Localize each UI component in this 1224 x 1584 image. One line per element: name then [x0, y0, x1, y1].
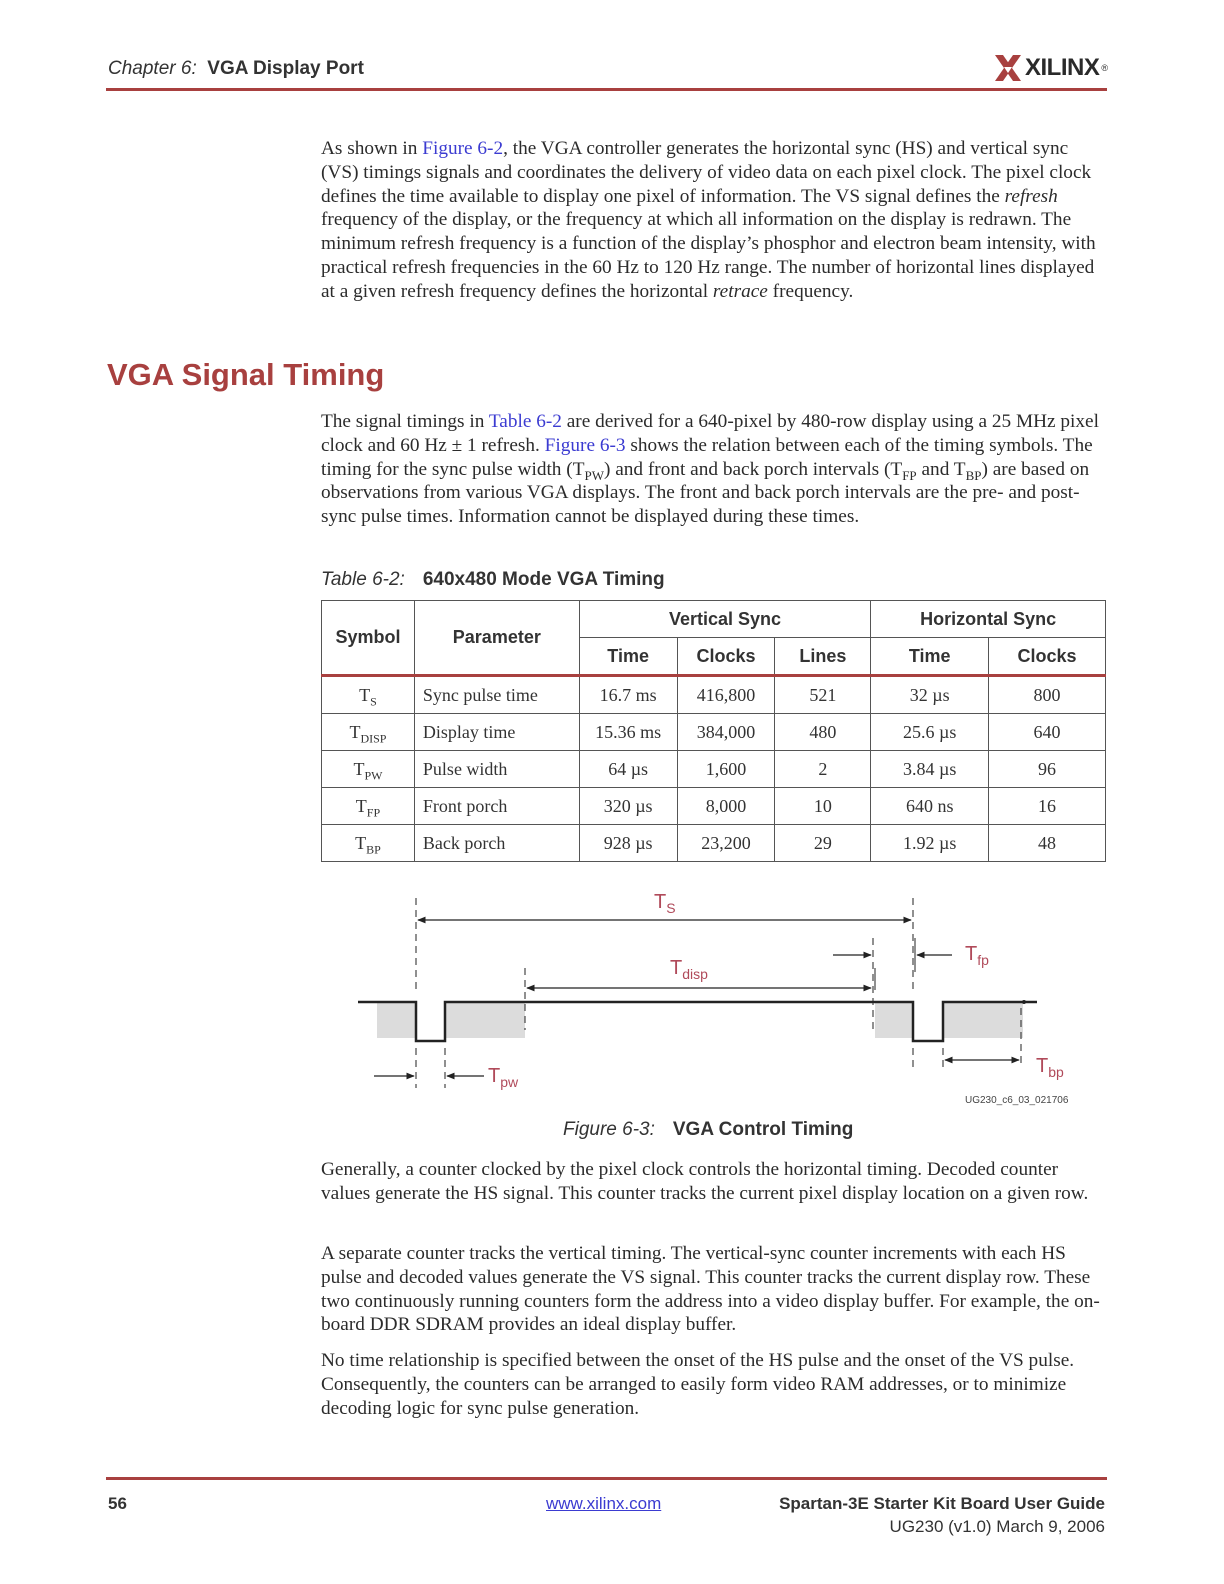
xilinx-logo	[993, 52, 1108, 84]
header-v-clocks: Clocks	[677, 638, 775, 676]
text-run: ) are based on observations from various VGA displays. The front and back porch intervals are the pre- and post-sync pulse times. Information cannot be displayed during these times.	[321, 458, 1090, 528]
guide-solid-lines	[875, 938, 915, 990]
guide-title: Spartan-3E Starter Kit Board User Guide	[779, 1494, 1105, 1513]
v-lines-cell: 2	[775, 751, 871, 788]
v-clocks-cell: 8,000	[677, 788, 775, 825]
table-row	[322, 751, 1106, 788]
header-divider	[106, 88, 1107, 91]
h-clocks-cell: 800	[989, 676, 1106, 714]
header-h-clocks: Clocks	[989, 638, 1106, 676]
symbol-text: T	[353, 758, 365, 779]
header-symbol: Symbol	[322, 601, 415, 676]
figure-6-3-link[interactable]: Figure 6-3	[544, 434, 626, 456]
emphasis-refresh: refresh	[1004, 185, 1058, 207]
back-porch-shade	[943, 1003, 1023, 1038]
symbol-cell	[322, 751, 415, 788]
symbol-subscript: BP	[366, 842, 381, 857]
horizontal-counter-paragraph: Generally, a counter clocked by the pixel clock controls the horizontal timing. Decoded counter values generate the HS signal. This counter tracks the current pixel display location on a given row.	[321, 1159, 1089, 1204]
table-caption	[321, 569, 665, 591]
tfp-label: $T_{fp}$	[965, 943, 989, 968]
header-v-lines: Lines	[775, 638, 871, 676]
v-lines-cell: 10	[775, 788, 871, 825]
v-clocks-cell: 23,200	[677, 825, 775, 862]
table-6-2-link[interactable]: Table 6-2	[488, 411, 562, 432]
v-time-cell: 320 µs	[579, 788, 677, 825]
symbol-subscript: DISP	[360, 731, 387, 746]
symbol-text: T	[359, 684, 371, 705]
subscript: PW	[584, 467, 604, 483]
text-run: The signal timings in	[321, 411, 489, 432]
figure-6-2-link[interactable]: Figure 6-2	[422, 138, 504, 159]
parameter-cell: Pulse width	[414, 751, 579, 788]
h-clocks-cell: 48	[989, 825, 1106, 862]
header-parameter: Parameter	[414, 601, 579, 676]
xilinx-logo-icon	[993, 53, 1023, 83]
v-lines-cell: 29	[775, 825, 871, 862]
vga-timing-table	[321, 600, 1106, 862]
text-run: shows the relation between each of the timing symbols. The timing for the sync pulse width (T	[321, 434, 1093, 480]
vertical-counter-paragraph: A separate counter tracks the vertical timing. The vertical-sync counter increments with each HS pulse and decoded values generate the VS signal. This counter tracks the current display row. These two continuously running counters form the address into a video display buffer. For example, the on-board DDR SDRAM provides an ideal display buffer.	[321, 1243, 1100, 1336]
parameter-cell: Back porch	[414, 825, 579, 862]
table-caption-label: Table 6-2:	[321, 569, 405, 590]
v-clocks-cell: 416,800	[677, 676, 775, 714]
symbol-text: T	[355, 795, 367, 816]
parameter-cell: Display time	[414, 714, 579, 751]
guide-lines	[416, 898, 1021, 1088]
xilinx-website-link[interactable]: www.xilinx.com	[546, 1494, 662, 1513]
text-run: frequency of the display, or the frequency at which all information on the display is redrawn. The minimum refresh frequency is a function of the display’s phosphor and electron beam intensity, with practical refresh frequencies in the 60 Hz to 120 Hz range. The number of horizontal lines displayed at a given refresh frequency defines the horizontal	[321, 209, 1096, 302]
emphasis-retrace: retrace	[712, 280, 768, 302]
header-vertical-sync: Vertical Sync	[579, 601, 871, 638]
v-lines-cell: 521	[775, 676, 871, 714]
footer-divider	[106, 1477, 1107, 1480]
v-time-cell: 16.7 ms	[579, 676, 677, 714]
figure-id: UG230_c6_03_021706	[965, 1095, 1069, 1106]
page-number: 56	[108, 1494, 127, 1513]
h-time-cell: 25.6 µs	[871, 714, 989, 751]
table-row	[322, 714, 1106, 751]
symbol-subscript: FP	[366, 805, 381, 820]
table-row	[322, 676, 1106, 714]
v-time-cell: 15.36 ms	[579, 714, 677, 751]
figure-caption	[563, 1119, 853, 1141]
text-run: ) and front and back porch intervals (T	[603, 458, 903, 480]
symbol-cell	[322, 788, 415, 825]
chapter-heading	[108, 58, 364, 80]
intro-paragraph	[321, 137, 1106, 304]
h-time-cell: 640 ns	[871, 788, 989, 825]
text-run: , the VGA controller generates the horizontal sync (HS) and vertical sync (VS) timings signals and coordinates the delivery of video data on each pixel clock. The pixel clock defines the time available to display one pixel of information. The VS signal defines the	[321, 138, 1092, 207]
symbol-text: T	[355, 832, 367, 853]
header-h-time: Time	[871, 638, 989, 676]
h-clocks-cell: 16	[989, 788, 1106, 825]
v-time-cell: 64 µs	[579, 751, 677, 788]
table-caption-title: 640x480 Mode VGA Timing	[422, 569, 665, 590]
tbp-label: $T_{bp}$	[1036, 1055, 1064, 1080]
header-horizontal-sync: Horizontal Sync	[871, 601, 1106, 638]
waveform-end-dot	[1022, 1000, 1026, 1004]
h-time-cell: 32 µs	[871, 676, 989, 714]
h-time-cell: 3.84 µs	[871, 751, 989, 788]
figure-caption-title: VGA Control Timing	[672, 1119, 854, 1140]
symbol-subscript: PW	[364, 768, 383, 783]
symbol-text: T	[349, 721, 361, 742]
chapter-title: VGA Display Port	[207, 58, 364, 79]
header-v-time: Time	[579, 638, 677, 676]
figure-caption-label: Figure 6-3:	[563, 1119, 655, 1140]
back-porch-shade	[377, 1003, 415, 1038]
front-porch-shade	[875, 1003, 913, 1038]
symbol-subscript: S	[370, 694, 377, 709]
v-clocks-cell: 384,000	[677, 714, 775, 751]
text-run: As shown in	[321, 138, 423, 159]
parameter-cell: Front porch	[414, 788, 579, 825]
symbol-cell	[322, 825, 415, 862]
v-time-cell: 928 µs	[579, 825, 677, 862]
subscript: FP	[902, 467, 917, 483]
signal-timing-paragraph	[321, 410, 1106, 529]
parameter-cell: Sync pulse time	[414, 676, 579, 714]
logo-text: XILINX	[1025, 54, 1100, 81]
h-time-cell: 1.92 µs	[871, 825, 989, 862]
symbol-cell	[322, 714, 415, 751]
table-row	[322, 788, 1106, 825]
time-relationship-paragraph: No time relationship is specified between the onset of the HS pulse and the onset of the VS pulse. Consequently, the counters can be arranged to easily form video RAM addresses, or to minimize decoding logic for sync pulse generation.	[321, 1350, 1075, 1419]
guide-version: UG230 (v1.0) March 9, 2006	[889, 1517, 1105, 1536]
text-run: frequency.	[767, 280, 854, 302]
vga-timing-diagram	[330, 880, 1090, 1110]
table-row	[322, 825, 1106, 862]
back-porch-shade	[445, 1003, 525, 1038]
tpw-label: $T_{pw}$	[488, 1065, 519, 1090]
text-run: and T	[916, 458, 966, 480]
tdisp-label: $T_{disp}$	[670, 957, 708, 982]
text-run: are derived for a 640-pixel by 480-row display using a 25 MHz pixel clock and 60 Hz ± 1 refresh.	[321, 411, 1099, 456]
h-clocks-cell: 96	[989, 751, 1106, 788]
v-lines-cell: 480	[775, 714, 871, 751]
logo-registered-mark: ®	[1101, 63, 1108, 73]
chapter-label: Chapter 6:	[108, 58, 197, 79]
h-clocks-cell: 640	[989, 714, 1106, 751]
ts-label: $T_S$	[654, 891, 676, 916]
subscript: BP	[965, 467, 982, 483]
section-title: VGA Signal Timing	[107, 357, 385, 392]
v-clocks-cell: 1,600	[677, 751, 775, 788]
symbol-cell	[322, 676, 415, 714]
